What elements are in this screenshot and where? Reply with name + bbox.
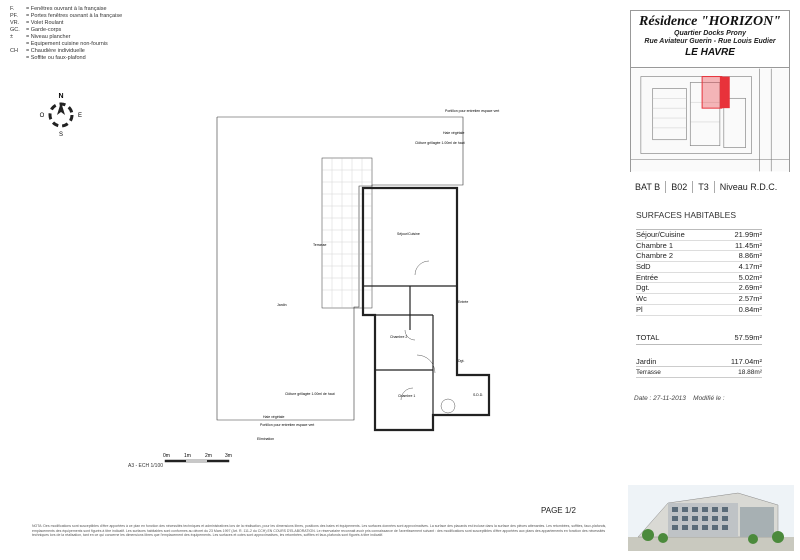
bedroom1-label: Chambre 1 bbox=[398, 394, 416, 398]
legend-row bbox=[10, 13, 190, 20]
total-value: 57.59m² bbox=[734, 333, 762, 342]
svg-text:S: S bbox=[58, 132, 64, 138]
fence-label: Clôture grillagée 1.00ml de haut bbox=[415, 141, 465, 145]
surfaces-title: SURFACES HABITABLES bbox=[636, 210, 736, 220]
bedroom2-label: Chambre 2 bbox=[390, 335, 408, 339]
legend-row bbox=[10, 27, 190, 34]
hedge-label: Haie végétale bbox=[443, 131, 465, 135]
page-number: PAGE 1/2 bbox=[541, 506, 576, 515]
area-value: 21.99m² bbox=[734, 230, 762, 239]
area-value: 5.02m² bbox=[738, 272, 762, 282]
area-label: Chambre 2 bbox=[636, 251, 674, 261]
residence-title: Résidence "HORIZON" bbox=[639, 14, 781, 29]
legend-text: = Chaudière individuelle bbox=[26, 48, 85, 54]
legend-code bbox=[10, 41, 26, 48]
legend-row bbox=[10, 41, 190, 48]
legend bbox=[10, 6, 190, 62]
area-value: 4.17m² bbox=[738, 262, 762, 272]
area-value: 2.57m² bbox=[738, 294, 762, 304]
area-label: Chambre 1 bbox=[636, 240, 674, 250]
legend-row bbox=[10, 34, 190, 41]
scale-format: A3 - ECH 1/100 bbox=[128, 463, 164, 469]
svg-text:N: N bbox=[58, 93, 64, 100]
scale-bar bbox=[160, 452, 240, 466]
total-label: TOTAL bbox=[636, 333, 660, 342]
apartment-identification bbox=[630, 176, 790, 198]
floor-plan bbox=[205, 100, 505, 450]
legend-text: = Niveau plancher bbox=[26, 34, 71, 40]
entry-label: Entrée bbox=[458, 300, 469, 304]
scale-label: 1m bbox=[184, 453, 191, 459]
areas-table bbox=[636, 229, 762, 316]
legend-code: VR. bbox=[10, 20, 20, 26]
area-label: SdD bbox=[636, 262, 651, 272]
type-label: T3 bbox=[693, 181, 715, 193]
disclaimer-note: NOTA: Des modifications sont susceptibles d'être apportées à ce plan en fonction des nécessités techniques et administratives lors de la réalisation, pour les dimensions libres, positions des baies et équipements. Les surfaces données sont approximatives. La surface des placards est incluse dans la surface des pièces attenantes. Les retombées, soffites, faux-plafonds, emplacements des équipements sont figurés à titre indicatif. Les surfaces habitables sont conformes au décret du 23 Mars 1997 (Art. R. 111-2 du CCH) EN COURS D'ELABORATION. Le réservataire reconnait avoir pris connaissance de l'avertissement suivant : des modifications sont susceptibles d'être apportées aux plans des appartements en fonction des nécessités techniques lors de la réalisation, tant en ce qui concerne les dimensions libres que l'emplacement des équipements. Les surfaces et cotes sont approximatives, les retombées, soffites et faux-plafonds sont figurés à titre indicatif. bbox=[32, 524, 607, 537]
hall-label: Dgt. bbox=[458, 359, 465, 363]
svg-text:O: O bbox=[39, 113, 45, 119]
exterior-row bbox=[636, 367, 762, 378]
area-value: 11.45m² bbox=[735, 240, 762, 250]
area-row bbox=[636, 273, 762, 284]
terrace-label: Terrasse bbox=[313, 243, 327, 247]
hedge-label: Haie végétale bbox=[263, 415, 285, 419]
legend-text: = Garde-corps bbox=[26, 27, 62, 33]
level-label: Niveau R.D.C. bbox=[719, 182, 778, 192]
legend-code: GC. bbox=[10, 27, 20, 33]
gate-label: Portillon pour entretien espace vert bbox=[260, 423, 315, 427]
legend-row bbox=[10, 20, 190, 27]
district: Quartier Docks Prony bbox=[674, 30, 746, 37]
legend-row bbox=[10, 6, 190, 13]
legend-code: ± bbox=[10, 34, 14, 40]
legend-code: CH bbox=[10, 48, 18, 54]
legend-text: = Soffite ou faux-plafond bbox=[26, 55, 86, 61]
legend-text: = Fenêtres ouvrant à la française bbox=[26, 6, 107, 12]
area-row bbox=[636, 294, 762, 305]
date-line bbox=[634, 395, 725, 402]
area-label: Séjour/Cuisine bbox=[636, 230, 685, 239]
area-label: Dgt. bbox=[636, 283, 650, 293]
elimination-label: Elimination bbox=[257, 437, 275, 441]
legend-row bbox=[10, 55, 190, 62]
area-row bbox=[636, 262, 762, 273]
scale-label: 0m bbox=[163, 453, 170, 459]
city: LE HAVRE bbox=[685, 47, 735, 58]
legend-text: = Equipement cuisine non-fournis bbox=[26, 41, 108, 47]
legend-code: F. bbox=[10, 6, 15, 12]
exterior-row bbox=[636, 356, 762, 367]
area-label: Wc bbox=[636, 294, 647, 304]
area-row bbox=[636, 305, 762, 316]
building-label: BAT B bbox=[630, 181, 666, 193]
gate-label: Portillon pour entretien espace vert bbox=[445, 109, 500, 113]
area-label: Pl bbox=[636, 304, 643, 314]
lot-label: B02 bbox=[666, 181, 693, 193]
fence-label: Clôture grillagée 1.00ml de haut bbox=[285, 392, 335, 396]
area-row bbox=[636, 241, 762, 252]
exterior-label: Jardin bbox=[636, 357, 657, 366]
title-block bbox=[630, 10, 790, 68]
legend-code: PF. bbox=[10, 13, 18, 19]
area-value: 0.84m² bbox=[738, 304, 762, 314]
area-row bbox=[636, 283, 762, 294]
area-row bbox=[636, 251, 762, 262]
legend-text: = Portes fenêtres ouvrant à la française bbox=[26, 13, 123, 19]
site-plan bbox=[630, 68, 790, 172]
area-value: 8.86m² bbox=[738, 251, 762, 261]
compass-icon bbox=[38, 92, 84, 138]
area-row bbox=[636, 230, 762, 241]
street: Rue Aviateur Guerin - Rue Louis Eudier bbox=[644, 38, 776, 45]
legend-text: = Volet Roulant bbox=[26, 20, 64, 26]
scale-label: 2m bbox=[205, 453, 212, 459]
area-label: Entrée bbox=[636, 272, 659, 282]
svg-text:E: E bbox=[77, 113, 83, 119]
exterior-label: Terrasse bbox=[636, 369, 661, 376]
legend-code bbox=[10, 55, 26, 62]
scale-label: 3m bbox=[225, 453, 232, 459]
garden-label: Jardin bbox=[277, 303, 287, 307]
exterior-value: 117.04m² bbox=[730, 357, 762, 366]
date-label: Date : 27-11-2013 bbox=[634, 395, 686, 402]
modified-label: Modifié le : bbox=[693, 395, 725, 402]
living-label: Séjour/Cuisine bbox=[397, 232, 420, 236]
shower-room-label: S.D.D. bbox=[473, 393, 484, 397]
area-value: 2.69m² bbox=[738, 283, 762, 293]
exterior-table bbox=[636, 356, 762, 378]
total-row bbox=[636, 333, 762, 345]
exterior-value: 18.88m² bbox=[738, 369, 762, 376]
building-render-image bbox=[628, 485, 794, 551]
legend-row bbox=[10, 48, 190, 55]
